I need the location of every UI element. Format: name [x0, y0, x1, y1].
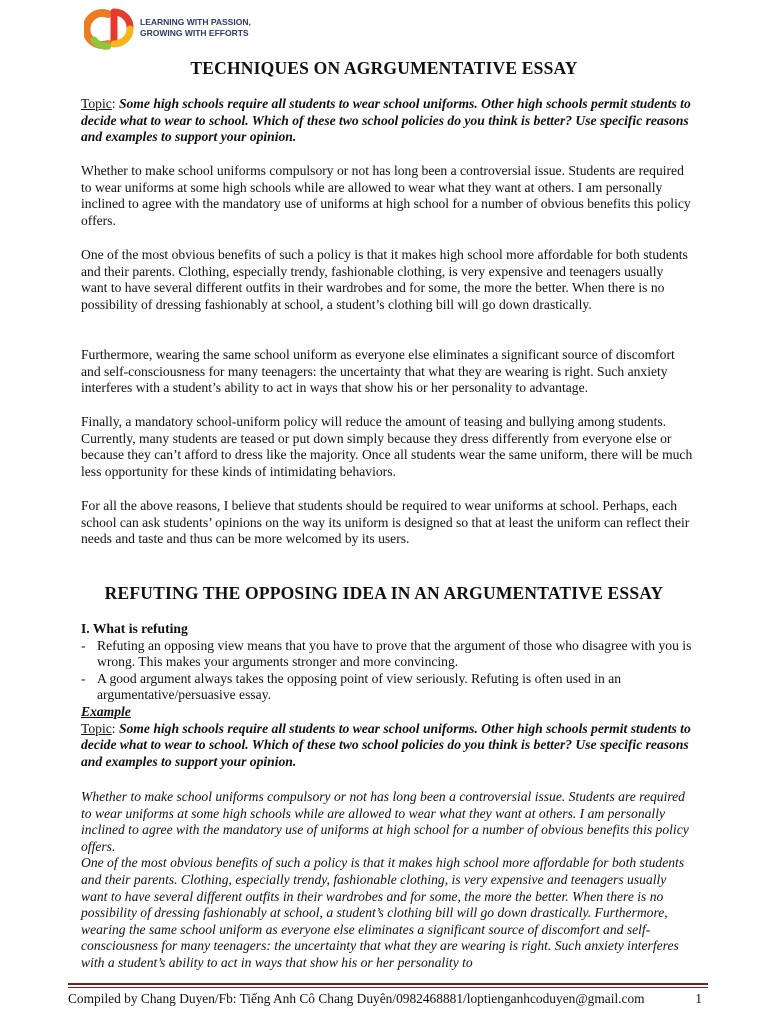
- footer: [68, 991, 708, 1007]
- section1-paragraph-3: Furthermore, wearing the same school uniform as everyone else eliminates a significant source of discomfort and self-consciousness for many teenagers: the uncertainty that what they are wearing is right. Such anxiety interferes with a student’s ability to act in ways that show his or her personality to advantage.: [81, 347, 675, 396]
- section2-body: I. What is refuting - Refuting an opposing view means that you have to prove that the argument of those who disagree with you is wrong. This makes your arguments stronger and more convincing. - A good argument always takes the opposing point of view seriously. Refuting is often used in an argumentative/persuasive essay. Example Topic: Some high schools require all students to wear school uniforms. Other high schools permit students to decide what to wear to school. Which of these two school policies do you think is better? Use specific reasons and examples to support your opinion.: [81, 621, 692, 769]
- example-essay: [81, 789, 693, 972]
- section1-topic: Topic: Some high schools require all students to wear school uniforms. Other high schools permit students to decide what to wear to school. Which of these two school policies do you think is better? Use specific reasons and examples to support your opinion.: [81, 96, 691, 145]
- footer-rule-thin: [68, 987, 708, 988]
- tagline-line-1: LEARNING WITH PASSION,: [140, 17, 251, 27]
- section1-paragraph-2: One of the most obvious benefits of such a policy is that it makes high school more affordable for both students and their parents. Clothing, especially trendy, fashionable clothing, is very expensive and teenagers usually want to have several different outfits in their wardrobes and for some, the more the better. When there is no possibility of dressing fashionably at school, a student’s clothing bill will go down drastically.: [81, 247, 688, 312]
- section1-paragraph-1: Whether to make school uniforms compulsory or not has long been a controversial issue. Students are required to wear uniforms at some high schools while are allowed to wear what they want at others. I am personally inclined to agree with the mandatory use of uniforms at high school for a number of obvious benefits this policy offers.: [81, 163, 691, 228]
- section1-title: TECHNIQUES ON AGRGUMENTATIVE ESSAY: [190, 58, 578, 78]
- logo-tagline: [140, 17, 251, 39]
- tagline-line-2: GROWING WITH EFFORTS: [140, 28, 249, 38]
- page-number: 1: [695, 991, 702, 1006]
- bullet-item: - A good argument always takes the opposing point of view seriously. Refuting is often used in an argumentative/persuasive essay.: [81, 670, 622, 703]
- topic-text: Some high schools require all students to wear school uniforms. Other high schools permit students to decide what to wear to school. Which of these two school policies do you think is better? Use specific reasons and examples to support your opinion.: [81, 96, 691, 145]
- footer-text: Compiled by Chang Duyen/Fb: Tiếng Anh Cô Chang Duyên/0982468881/loptienganhcoduyen@gmail.com: [68, 991, 645, 1006]
- example-label: Example: [81, 703, 131, 719]
- footer-rule: [68, 983, 708, 985]
- bullet-item: - Refuting an opposing view means that you have to prove that the argument of those who disagree with you is wrong. This makes your arguments stronger and more convincing.: [81, 637, 692, 670]
- topic-text: Some high schools require all students to wear school uniforms. Other high schools permit students to decide what to wear to school. Which of these two school policies do you think is better? Use specific reasons and examples to support your opinion.: [81, 720, 691, 769]
- cd-logo-icon: [84, 6, 140, 52]
- example-paragraph-2: One of the most obvious benefits of such a policy is that it makes high school more affordable for both students and their parents. Clothing, especially trendy, fashionable clothing, is very expensive and teenagers usually want to have several different outfits in their wardrobes and for some, the more the better. When there is no possibility of dressing fashionably at school, a student’s clothing bill will go down drastically. Furthermore, wearing the same school uniform as everyone else eliminates a significant source of discomfort and self-consciousness for many teenagers: the uncertainty that what they are wearing is right. Such anxiety interferes with a student’s ability to act in ways that show his or her personality to: [81, 855, 685, 970]
- section1-paragraph-5: For all the above reasons, I believe that students should be required to wear uniforms at school. Perhaps, each school can ask students’ opinions on the way its uniform is designed so that at least the uniform can reflect their needs and taste and thus can be more welcomed by its users.: [81, 498, 690, 547]
- section2-subheading: I. What is refuting: [81, 621, 188, 636]
- topic-label: Topic: [81, 96, 112, 111]
- example-paragraph-1: Whether to make school uniforms compulsory or not has long been a controversial issue. Students are required to wear uniforms at some high schools while are allowed to wear what they want at others. I am personally inclined to agree with the mandatory use of uniforms at high school for a number of obvious benefits this policy offers.: [81, 789, 689, 854]
- section1-paragraph-4: Finally, a mandatory school-uniform policy will reduce the amount of teasing and bullying among students. Currently, many students are teased or put down simply because they dress differently from everyone else or because they can’t afford to dress like the majority. Once all students wear the same uniform, there will be much less opportunity for these kinds of intimidating behaviors.: [81, 414, 693, 479]
- topic-label: Topic: [81, 720, 112, 736]
- section2-title: REFUTING THE OPPOSING IDEA IN AN ARGUMENTATIVE ESSAY: [104, 583, 664, 603]
